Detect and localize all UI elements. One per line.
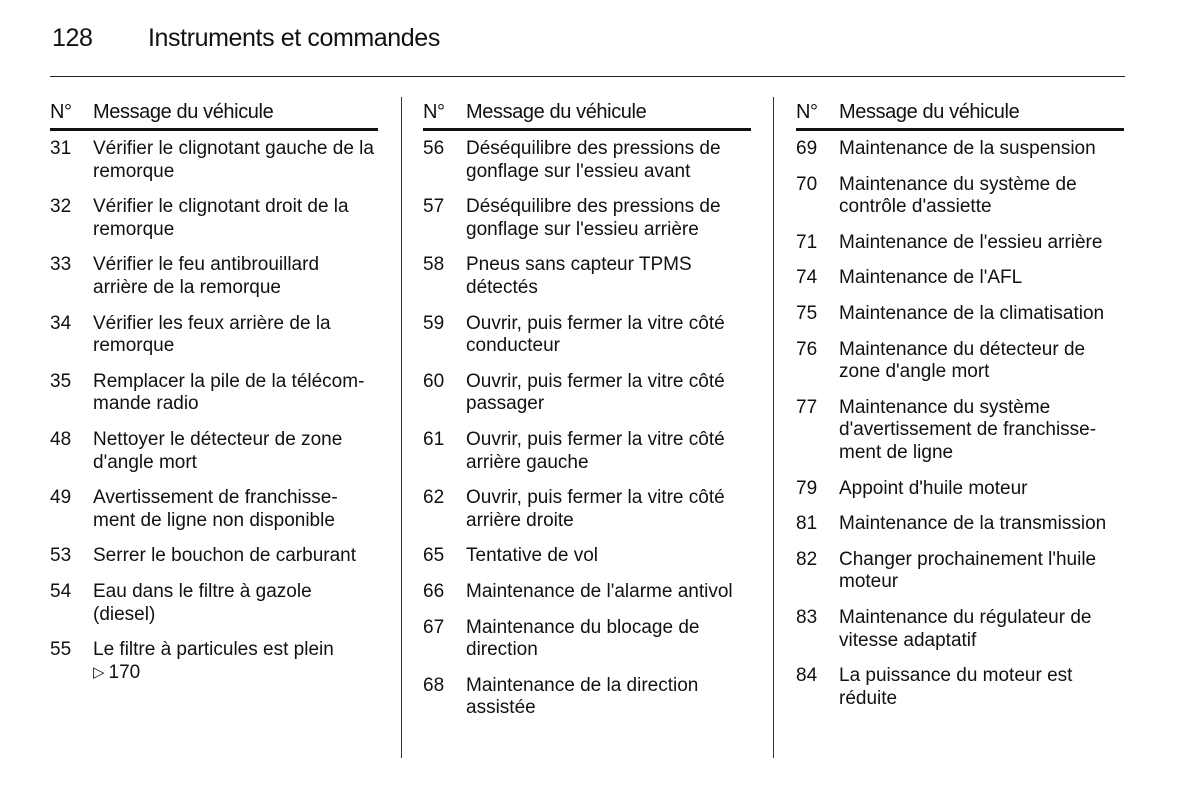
message-number: 77 xyxy=(796,396,818,418)
message-row xyxy=(50,639,378,684)
message-text-block xyxy=(466,313,751,358)
message-text: Remplacer la pile de la télécom-mande radio xyxy=(93,370,365,415)
message-number: 67 xyxy=(423,616,445,638)
message-row xyxy=(423,545,751,568)
message-row xyxy=(796,303,1124,326)
column-header xyxy=(796,97,1124,131)
message-text: Ouvrir, puis fermer la vitre côté arrière gauche xyxy=(466,428,725,473)
message-text-block xyxy=(93,254,378,299)
message-row xyxy=(796,232,1124,255)
page-reference[interactable] xyxy=(93,662,378,685)
message-row xyxy=(50,254,378,299)
message-number: 61 xyxy=(423,428,445,450)
message-row xyxy=(50,138,378,183)
message-row xyxy=(50,545,378,568)
message-number: 70 xyxy=(796,173,818,195)
message-text-block xyxy=(466,487,751,532)
message-number: 57 xyxy=(423,196,445,218)
message-number: 68 xyxy=(423,674,445,696)
message-row xyxy=(796,549,1124,594)
message-number: 71 xyxy=(796,231,818,253)
message-number: 66 xyxy=(423,580,445,602)
message-text-block xyxy=(466,617,751,662)
message-row xyxy=(796,513,1124,536)
message-text: Maintenance de la climatisation xyxy=(839,302,1105,324)
message-column-1 xyxy=(50,97,378,697)
message-number: 79 xyxy=(796,477,818,499)
page-number: 128 xyxy=(52,24,93,52)
message-text-block xyxy=(839,267,1124,290)
column-divider xyxy=(773,97,774,758)
message-text: Avertissement de franchisse-ment de ligne non disponible xyxy=(93,487,338,531)
message-list xyxy=(50,138,378,684)
message-row xyxy=(423,371,751,416)
message-text-block xyxy=(839,478,1124,501)
message-text: Maintenance de l'alarme antivol xyxy=(466,580,733,602)
message-text: Maintenance du blocage de direction xyxy=(466,616,700,661)
message-text-block xyxy=(466,196,751,241)
message-text-block xyxy=(93,545,378,568)
message-text: Maintenance de la direction assistée xyxy=(466,674,699,719)
message-text: Appoint d'huile moteur xyxy=(839,477,1028,499)
message-number: 48 xyxy=(50,428,72,450)
header-rule xyxy=(50,76,1125,77)
message-number: 75 xyxy=(796,302,818,324)
message-row xyxy=(423,254,751,299)
message-text-block xyxy=(466,581,751,604)
column-header xyxy=(423,97,751,131)
message-text: Tentative de vol xyxy=(466,545,599,567)
message-text: Le filtre à particules est plein xyxy=(93,639,334,661)
message-row xyxy=(423,429,751,474)
message-number: 69 xyxy=(796,138,818,159)
column-header-message: Message du véhicule xyxy=(839,101,1020,123)
message-text: La puissance du moteur est réduite xyxy=(839,665,1073,709)
message-row xyxy=(423,581,751,604)
message-row xyxy=(50,371,378,416)
message-text: Maintenance du système de contrôle d'assiette xyxy=(839,173,1077,218)
message-number: 74 xyxy=(796,267,818,289)
column-header-number: N° xyxy=(423,101,445,123)
message-number: 83 xyxy=(796,606,818,628)
message-number: 33 xyxy=(50,254,72,276)
message-text: Déséquilibre des pressions de gonflage sur l'essieu avant xyxy=(466,138,721,182)
message-text-block xyxy=(839,607,1124,652)
column-header-number: N° xyxy=(796,101,818,123)
column-divider xyxy=(401,97,402,758)
message-text: Déséquilibre des pressions de gonflage sur l'essieu arrière xyxy=(466,196,721,240)
message-text-block xyxy=(839,138,1124,161)
message-text-block xyxy=(466,254,751,299)
page-title: Instruments et commandes xyxy=(148,24,440,52)
message-row xyxy=(423,313,751,358)
message-number: 82 xyxy=(796,548,818,570)
message-text-block xyxy=(839,549,1124,594)
column-header-number: N° xyxy=(50,101,72,123)
message-row xyxy=(50,487,378,532)
message-row xyxy=(423,675,751,720)
message-text-block xyxy=(93,371,378,416)
message-row xyxy=(796,339,1124,384)
message-list xyxy=(796,138,1124,710)
message-text-block xyxy=(839,232,1124,255)
message-text: Maintenance de la transmission xyxy=(839,513,1107,535)
message-number: 59 xyxy=(423,312,445,334)
message-text-block xyxy=(93,138,378,183)
message-row xyxy=(796,174,1124,219)
column-header-message: Message du véhicule xyxy=(466,101,647,123)
message-text-block xyxy=(466,138,751,183)
message-text-block xyxy=(839,303,1124,326)
message-number: 53 xyxy=(50,545,72,567)
message-text-block xyxy=(93,639,378,684)
message-text-block xyxy=(839,513,1124,536)
message-text-block xyxy=(93,196,378,241)
message-text-block xyxy=(466,371,751,416)
message-text-block xyxy=(93,429,378,474)
message-text-block xyxy=(93,581,378,626)
column-header xyxy=(50,97,378,131)
message-number: 84 xyxy=(796,665,818,687)
message-text-block xyxy=(839,174,1124,219)
message-row xyxy=(796,397,1124,465)
message-number: 55 xyxy=(50,639,72,661)
message-number: 32 xyxy=(50,196,72,218)
message-row xyxy=(423,138,751,183)
message-number: 31 xyxy=(50,138,72,159)
message-text: Maintenance du système d'avertissement de franchisse-ment de ligne xyxy=(839,396,1097,463)
message-row xyxy=(50,196,378,241)
message-row xyxy=(796,665,1124,710)
message-row xyxy=(50,313,378,358)
message-text: Maintenance de l'essieu arrière xyxy=(839,231,1103,253)
message-text: Changer prochainement l'huile moteur xyxy=(839,548,1097,593)
message-number: 62 xyxy=(423,487,445,509)
message-row xyxy=(50,429,378,474)
message-number: 65 xyxy=(423,545,445,567)
message-text-block xyxy=(93,313,378,358)
message-text-block xyxy=(466,429,751,474)
message-row xyxy=(796,478,1124,501)
message-text: Eau dans le filtre à gazole (diesel) xyxy=(93,580,312,625)
message-text: Ouvrir, puis fermer la vitre côté conducteur xyxy=(466,312,725,357)
message-number: 35 xyxy=(50,370,72,392)
message-row xyxy=(423,617,751,662)
message-row xyxy=(423,196,751,241)
message-number: 54 xyxy=(50,580,72,602)
message-text-block xyxy=(466,675,751,720)
message-number: 76 xyxy=(796,338,818,360)
message-column-2 xyxy=(423,97,751,733)
message-row xyxy=(796,607,1124,652)
column-header-message: Message du véhicule xyxy=(93,101,274,123)
message-text: Vérifier le clignotant droit de la remorque xyxy=(93,196,349,240)
message-text: Vérifier les feux arrière de la remorque xyxy=(93,312,331,357)
message-text-block xyxy=(93,487,378,532)
message-text: Maintenance de la suspension xyxy=(839,138,1096,159)
message-row xyxy=(423,487,751,532)
message-text-block xyxy=(839,339,1124,384)
message-row xyxy=(50,581,378,626)
message-text: Ouvrir, puis fermer la vitre côté arrière droite xyxy=(466,487,725,531)
message-text: Serrer le bouchon de carburant xyxy=(93,545,356,567)
message-text: Maintenance du détecteur de zone d'angle mort xyxy=(839,338,1086,383)
message-number: 56 xyxy=(423,138,445,159)
message-text: Vérifier le feu antibrouillard arrière de la remorque xyxy=(93,254,320,298)
message-text-block xyxy=(839,397,1124,465)
message-text: Maintenance du régulateur de vitesse adaptatif xyxy=(839,606,1092,651)
message-text: Ouvrir, puis fermer la vitre côté passager xyxy=(466,370,725,415)
reference-page-number: 170 xyxy=(108,661,141,683)
message-text-block xyxy=(466,545,751,568)
message-row xyxy=(796,267,1124,290)
message-number: 60 xyxy=(423,370,445,392)
message-number: 34 xyxy=(50,312,72,334)
message-column-3 xyxy=(796,97,1124,723)
message-number: 58 xyxy=(423,254,445,276)
page-header xyxy=(52,24,440,60)
message-text: Nettoyer le détecteur de zone d'angle mort xyxy=(93,428,343,473)
arrow-ref-icon: ▷ xyxy=(93,663,105,681)
message-text: Maintenance de l'AFL xyxy=(839,267,1023,289)
message-list xyxy=(423,138,751,720)
message-text: Vérifier le clignotant gauche de la remorque xyxy=(93,138,374,182)
message-row xyxy=(796,138,1124,161)
message-text-block xyxy=(839,665,1124,710)
message-number: 81 xyxy=(796,513,818,535)
message-text: Pneus sans capteur TPMS détectés xyxy=(466,254,692,298)
message-number: 49 xyxy=(50,487,72,509)
